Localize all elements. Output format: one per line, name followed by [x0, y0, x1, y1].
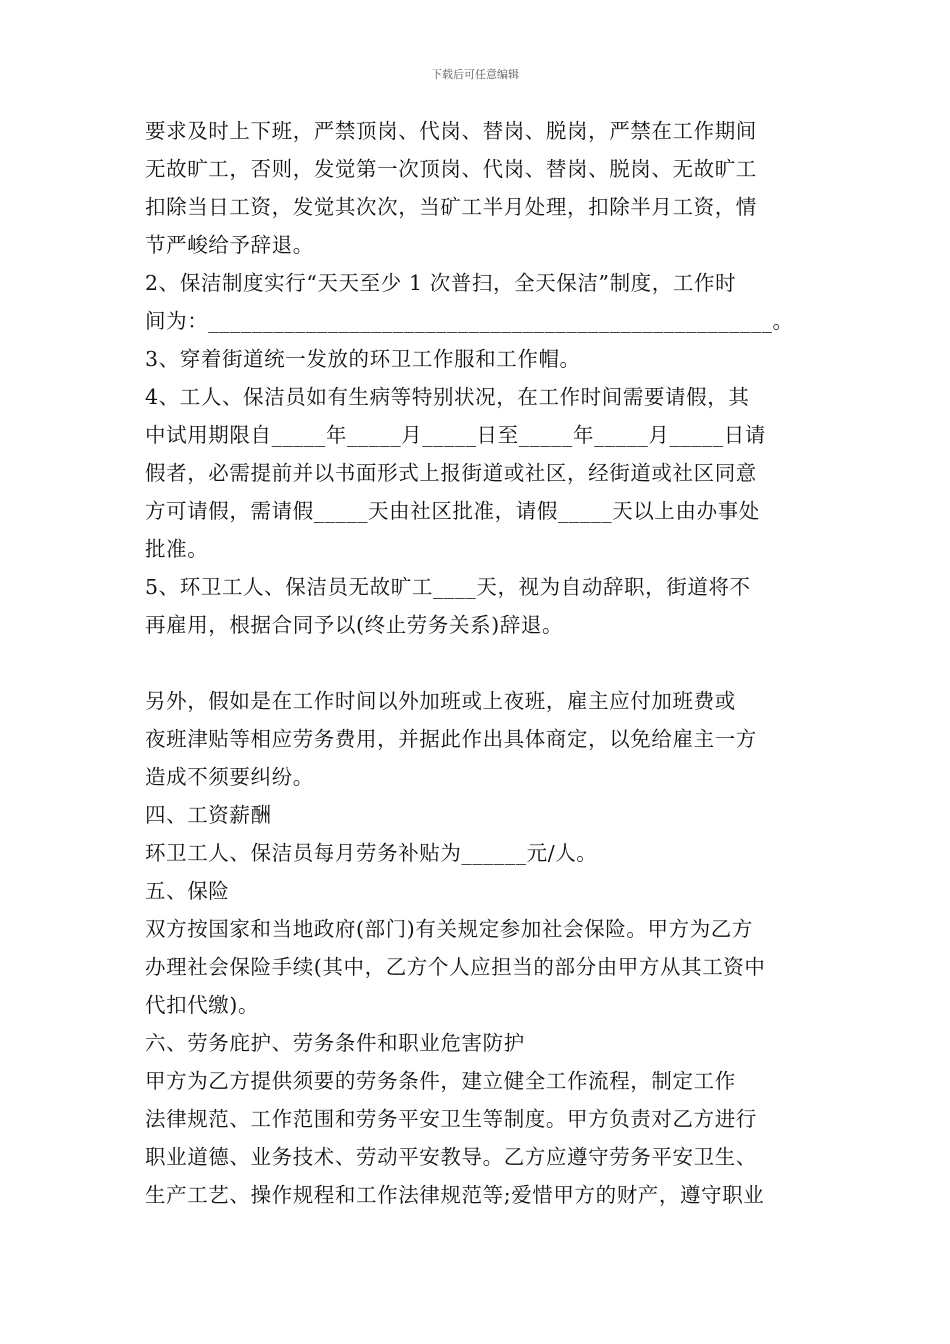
text-line: 批准。: [145, 537, 209, 561]
text-line: 要求及时上下班，严禁顶岗、代岗、替岗、脱岗，严禁在工作期间: [145, 119, 757, 143]
text-line: 假者，必需提前并以书面形式上报街道或社区，经街道或社区同意: [145, 461, 757, 485]
text-line: 环卫工人、保洁员每月劳务补贴为______元/人。: [145, 841, 598, 865]
text-line: 六、劳务庇护、劳务条件和职业危害防护: [145, 1031, 525, 1055]
text-line: 职业道德、业务技术、劳动平安教导。乙方应遵守劳务平安卫生、: [145, 1145, 757, 1169]
text-line: 4、工人、保洁员如有生病等特别状况，在工作时间需要请假，其: [145, 385, 750, 409]
text-line: 扣除当日工资，发觉其次次，当矿工半月处理，扣除半月工资，情: [145, 195, 757, 219]
text-line: 间为：____________________________________________________。: [145, 309, 794, 333]
text-line: 生产工艺、操作规程和工作法律规范等;爱惜甲方的财产，遵守职业: [145, 1183, 765, 1207]
text-line: 方可请假，需请假_____天由社区批准，请假_____天以上由办事处: [145, 499, 760, 523]
text-line: 甲方为乙方提供须要的劳务条件，建立健全工作流程，制定工作: [145, 1069, 736, 1093]
text-line: 办理社会保险手续(其中，乙方个人应担当的部分由甲方从其工资中: [145, 955, 766, 979]
text-line: 5、环卫工人、保洁员无故旷工____天，视为自动辞职，街道将不: [145, 575, 751, 599]
text-line: 2、保洁制度实行“天天至少 1 次普扫，全天保洁”制度，工作时: [145, 271, 737, 295]
text-line: 造成不须要纠纷。: [145, 765, 314, 789]
text-line: 双方按国家和当地政府(部门)有关规定参加社会保险。甲方为乙方: [145, 917, 753, 941]
text-line: 中试用期限自_____年_____月_____日至_____年_____月_____日请: [145, 423, 766, 447]
text-line: 法律规范、工作范围和劳务平安卫生等制度。甲方负责对乙方进行: [145, 1107, 757, 1131]
document-body: [145, 112, 805, 1214]
text-line: 代扣代缴)。: [145, 993, 260, 1017]
text-line: 四、工资薪酬: [145, 803, 272, 827]
page-header: 下载后可任意编辑: [431, 68, 519, 81]
blank-line: [145, 644, 805, 682]
text-line: 再雇用，根据合同予以(终止劳务关系)辞退。: [145, 613, 564, 637]
text-line: 夜班津贴等相应劳务费用，并据此作出具体商定，以免给雇主一方: [145, 727, 757, 751]
text-line: 五、保险: [145, 879, 230, 903]
text-line: 3、穿着街道统一发放的环卫工作服和工作帽。: [145, 347, 581, 371]
text-line: 无故旷工，否则，发觉第一次顶岗、代岗、替岗、脱岗、无故旷工: [145, 157, 757, 181]
text-line: 节严峻给予辞退。: [145, 233, 314, 257]
text-line: 另外，假如是在工作时间以外加班或上夜班，雇主应付加班费或: [145, 689, 736, 713]
